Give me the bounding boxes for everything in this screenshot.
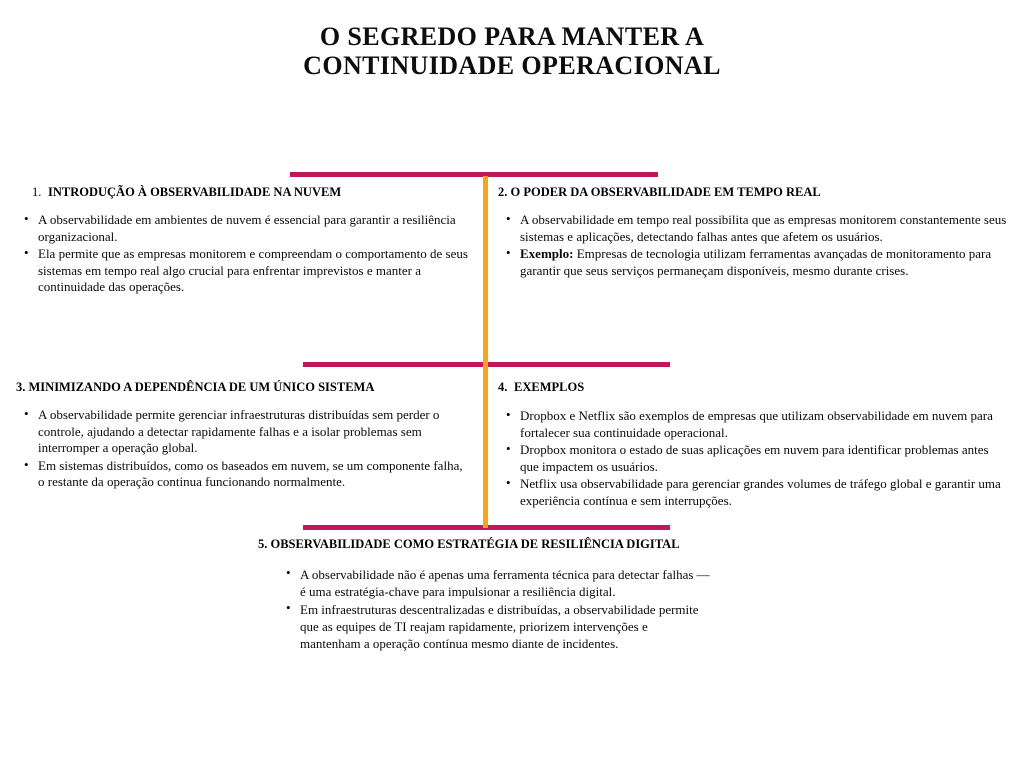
- list-item: • Ela permite que as empresas monitorem e compreendam o comportamento de seus sistemas em tempo real algo crucial para enfrentar imprevistos e manter a continuidade das operações.: [38, 246, 478, 296]
- section-2-heading-text: O PODER DA OBSERVABILIDADE EM TEMPO REAL: [510, 185, 821, 199]
- page-title-line-2: CONTINUIDADE OPERACIONAL: [303, 51, 721, 80]
- section-5-bullet-list: [258, 566, 710, 652]
- page-title: [0, 22, 1024, 80]
- section-1-bullet-list: [16, 212, 478, 296]
- section-exemplos: [498, 379, 1010, 510]
- list-item: • Dropbox e Netflix são exemplos de empresas que utilizam observabilidade em nuvem para fortalecer sua continuidade operacional.: [520, 408, 1010, 441]
- section-poder-tempo-real: [498, 184, 1008, 280]
- section-3-bullet-list: [16, 407, 468, 491]
- section-1-heading: [32, 184, 478, 200]
- list-item: • Em sistemas distribuídos, como os baseados em nuvem, se um componente falha, o restante da operação continua funcionando normalmente.: [38, 458, 468, 491]
- section-5-heading: [258, 536, 710, 552]
- section-5-heading-text: OBSERVABILIDADE COMO ESTRATÉGIA DE RESILIÊNCIA DIGITAL: [270, 537, 680, 551]
- section-3-number: 3.: [16, 380, 26, 394]
- list-item: • Dropbox monitora o estado de suas aplicações em nuvem para identificar problemas antes que impactem os usuários.: [520, 442, 1010, 475]
- section-estrategia-resiliencia: [258, 536, 710, 653]
- list-item: • A observabilidade não é apenas uma ferramenta técnica para detectar falhas — é uma estratégia-chave para impulsionar a resiliência digital.: [300, 566, 710, 600]
- section-2-bullet-body: Empresas de tecnologia utilizam ferramentas avançadas de monitoramento para garantir que seus serviços permaneçam disponíveis, mesmo durante crises.: [520, 246, 992, 278]
- divider-rule-top: [290, 172, 658, 177]
- list-item: • Em infraestruturas descentralizadas e distribuídas, a observabilidade permite que as equipes de TI reajam rapidamente, priorizem intervenções e mantenham a operação contínua mesmo diante de incidentes.: [300, 601, 710, 652]
- list-item: • Netflix usa observabilidade para gerenciar grandes volumes de tráfego global e garantir uma experiência contínua e sem interrupções.: [520, 476, 1010, 509]
- section-5-number: 5.: [258, 537, 268, 551]
- divider-rule-vertical: [483, 176, 488, 528]
- section-2-bullet-lead: Exemplo:: [520, 246, 574, 261]
- section-4-heading: [498, 379, 1010, 395]
- section-2-bullet-list: [498, 212, 1008, 279]
- section-2-heading: [498, 184, 1008, 200]
- section-1-number: 1.: [32, 185, 42, 199]
- section-1-heading-text: INTRODUÇÃO À OBSERVABILIDADE NA NUVEM: [48, 185, 342, 199]
- section-4-number: 4.: [498, 380, 508, 394]
- page-title-line-1: O SEGREDO PARA MANTER A: [319, 22, 705, 51]
- section-3-heading-text: MINIMIZANDO A DEPENDÊNCIA DE UM ÚNICO SISTEMA: [28, 380, 375, 394]
- section-introducao: [16, 184, 478, 297]
- list-item: • A observabilidade permite gerenciar infraestruturas distribuídas sem perder o controle, ajudando a detectar rapidamente falhas e a isolar problemas sem interromper a operação global.: [38, 407, 468, 457]
- section-4-bullet-list: [498, 408, 1010, 509]
- section-2-number: 2.: [498, 185, 508, 199]
- list-item: • A observabilidade em ambientes de nuvem é essencial para garantir a resiliência organizacional.: [38, 212, 478, 245]
- section-minimizando-dependencia: [16, 379, 468, 492]
- list-item: • A observabilidade em tempo real possibilita que as empresas monitorem constantemente seus sistemas e aplicações, detectando falhas antes que afetem os usuários.: [520, 212, 1008, 245]
- list-item: [520, 246, 1008, 279]
- section-4-heading-text: EXEMPLOS: [514, 380, 585, 394]
- section-3-heading: [16, 379, 468, 395]
